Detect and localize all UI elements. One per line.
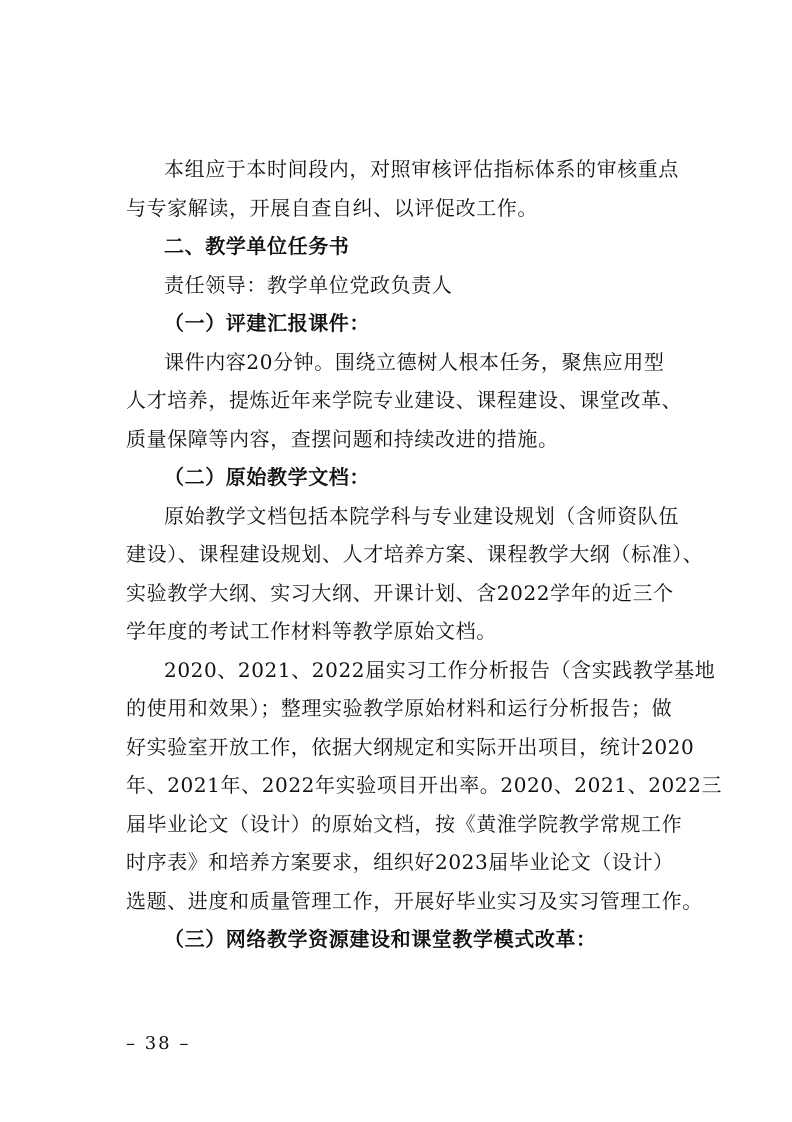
paragraph-line: 本组应于本时间段内，对照审核评估指标体系的审核重点 (164, 157, 679, 181)
document-body (126, 150, 723, 959)
paragraph-line: 课件内容20分钟。围绕立德树人根本任务，聚焦应用型 (164, 349, 665, 374)
paragraph-line: 实验教学大纲、实习大纲、开课计划、含2022学年的近三个 (126, 580, 674, 605)
paragraph-line: 质量保障等内容，查摆问题和持续改进的措施。 (126, 426, 559, 451)
subsection-heading-2: （二）原始教学文档： (164, 465, 370, 489)
paragraph-line: 与专家解读，开展自查自纠、以评促改工作。 (126, 195, 538, 220)
paragraph-line: 届毕业论文（设计）的原始文档，按《黄淮学院教学常规工作 (126, 811, 683, 836)
paragraph-line: 选题、进度和质量管理工作，开展好毕业实习及实习管理工作。 (126, 888, 703, 913)
responsible-line: 责任领导：教学单位党政负责人 (164, 272, 453, 297)
paragraph-line: 年、2021年、2022年实验项目开出率。2020、2021、2022三 (126, 773, 723, 797)
section-heading: 二、教学单位任务书 (164, 234, 350, 258)
paragraph-line: 原始教学文档包括本院学科与专业建设规划（含师资队伍 (164, 503, 679, 528)
paragraph-line: 人才培养，提炼近年来学院专业建设、课程建设、课堂改革、 (126, 388, 683, 412)
paragraph-line: 学年度的考试工作材料等教学原始文档。 (126, 619, 497, 643)
paragraph-line: 时序表》和培养方案要求，组织好2023届毕业论文（设计） (126, 850, 674, 874)
page-number: – 38 – (126, 1033, 191, 1054)
paragraph-line: 2020、2021、2022届实习工作分析报告（含实践教学基地 (164, 657, 716, 682)
paragraph-line: 好实验室开放工作，依据大纲规定和实际开出项目，统计2020 (126, 734, 695, 759)
paragraph-line: 的使用和效果）；整理实验教学原始材料和运行分析报告；做 (126, 696, 673, 720)
subsection-heading-1: （一）评建汇报课件： (164, 311, 370, 335)
subsection-heading-3: （三）网络教学资源建设和课堂教学模式改革： (164, 927, 597, 951)
paragraph-line: 建设）、课程建设规划、人才培养方案、课程教学大纲（标准）、 (126, 542, 704, 566)
